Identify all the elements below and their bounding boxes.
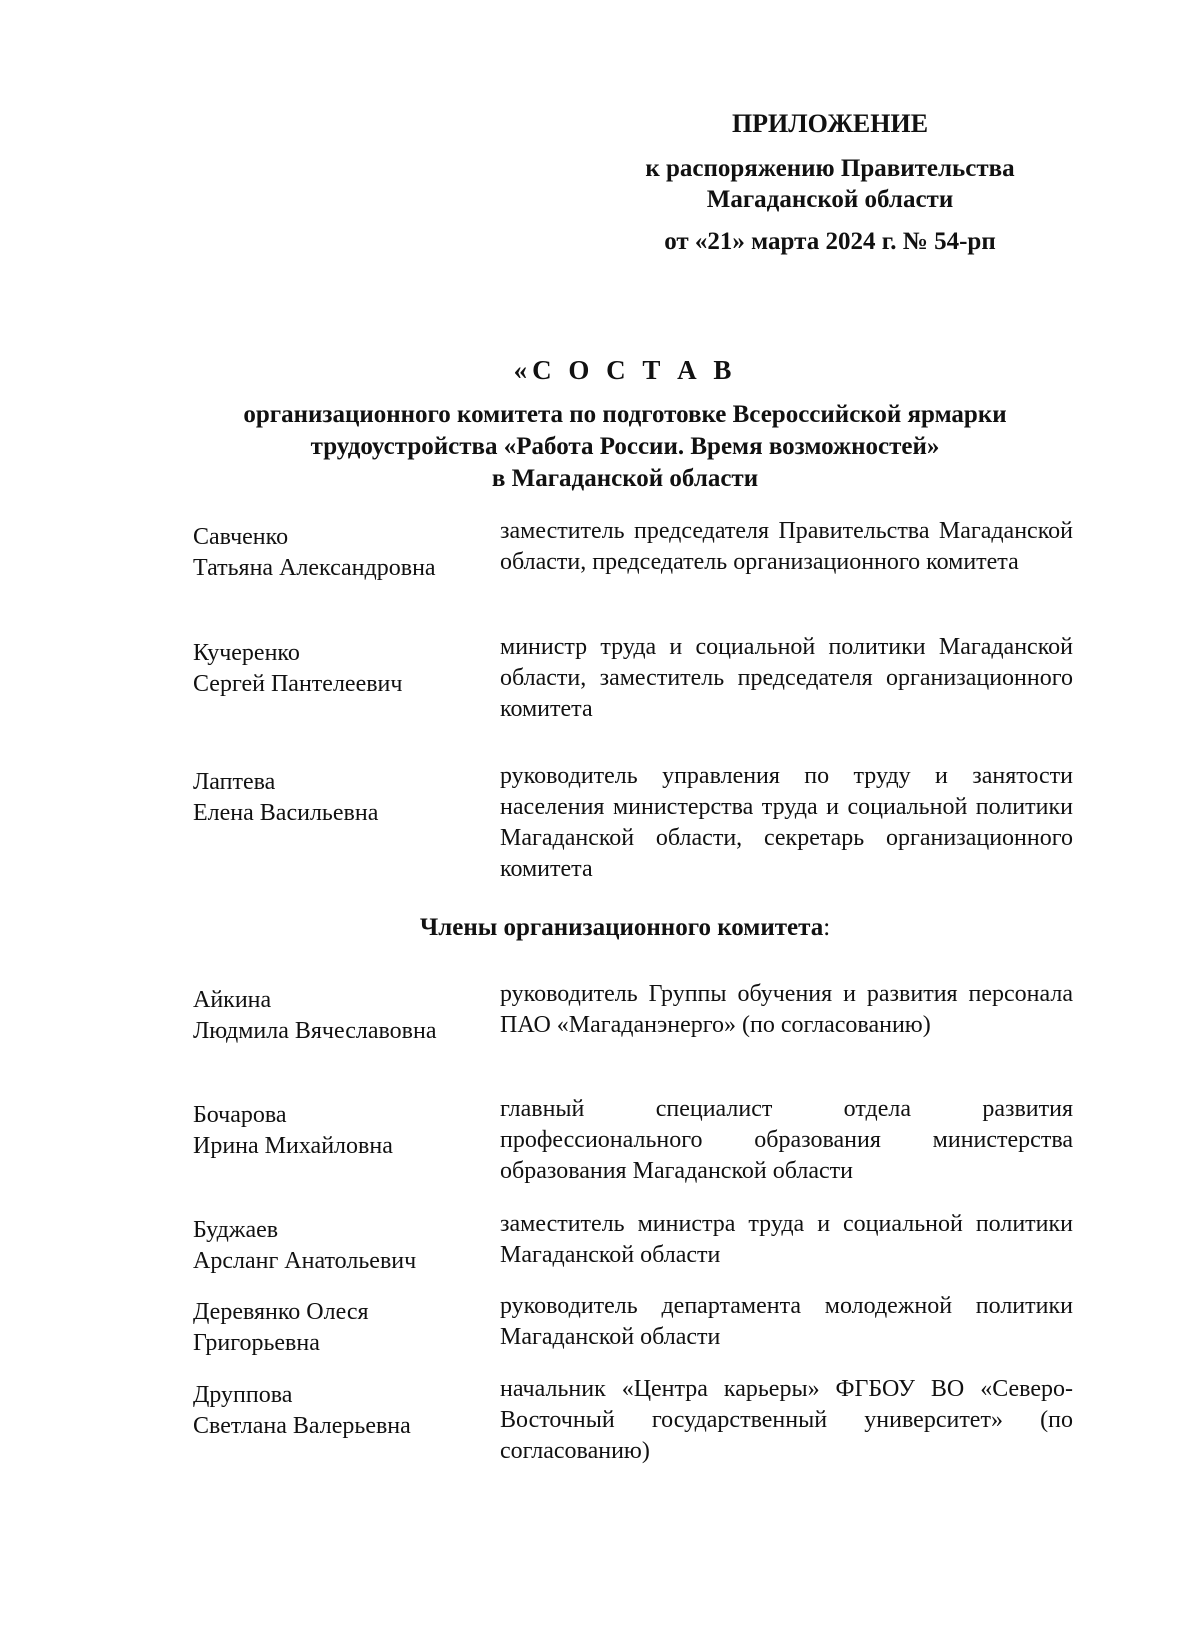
appendix-date: от «21» марта 2024 г. № 54-рп xyxy=(664,228,996,255)
appendix-title: ПРИЛОЖЕНИЕ xyxy=(731,109,929,138)
person-name xyxy=(193,1297,493,1359)
document-title: «С О С Т А В xyxy=(513,355,737,385)
appendix-reference-line-1: к распоряжению Правительства xyxy=(645,155,1015,182)
person-surname: Друппова xyxy=(193,1382,293,1408)
person-surname: Бочарова xyxy=(193,1102,287,1128)
person-role: начальник «Центра карьеры» ФГБОУ ВО «Северо-Восточный государственный университет» (по согласованию) xyxy=(500,1376,1073,1464)
person-given-names: Григорьевна xyxy=(193,1330,320,1356)
person-role: руководитель управления по труду и занятости населения министерства труда и социальной политики Магаданской области, секретарь организационного комитета xyxy=(500,763,1073,882)
person-surname: Буджаев xyxy=(193,1217,279,1243)
person-surname: Деревянко Олеся xyxy=(193,1299,369,1325)
person-role: министр труда и социальной политики Магаданской области, заместитель председателя организационного комитета xyxy=(500,634,1073,722)
person-name xyxy=(193,638,493,700)
members-heading-colon: : xyxy=(823,914,831,941)
person-given-names: Людмила Вячеславовна xyxy=(193,1018,437,1044)
person-given-names: Светлана Валерьевна xyxy=(193,1413,411,1439)
person-given-names: Сергей Пантелеевич xyxy=(193,671,403,697)
person-name xyxy=(193,522,493,584)
person-given-names: Елена Васильевна xyxy=(193,800,379,826)
person-surname: Лаптева xyxy=(193,769,276,795)
document-subtitle xyxy=(140,399,1110,495)
person-name xyxy=(193,1100,493,1162)
person-role: руководитель Группы обучения и развития персонала ПАО «Магаданэнерго» (по согласованию) xyxy=(500,981,1073,1038)
person-role: руководитель департамента молодежной политики Магаданской области xyxy=(500,1293,1073,1350)
person-role: главный специалист отдела развития профессионального образования министерства образования Магаданской области xyxy=(500,1096,1073,1184)
person-role: заместитель министра труда и социальной политики Магаданской области xyxy=(500,1211,1073,1268)
members-heading-text: Члены организационного комитета xyxy=(419,914,824,941)
person-name xyxy=(193,1380,493,1442)
person-surname: Айкина xyxy=(193,987,272,1013)
person-surname: Савченко xyxy=(193,524,289,550)
person-surname: Кучеренко xyxy=(193,640,300,666)
person-given-names: Арсланг Анатольевич xyxy=(193,1248,417,1274)
document-subtitle-line-3: в Магаданской области xyxy=(491,465,759,492)
person-role: заместитель председателя Правительства Магаданской области, председатель организационного комитета xyxy=(500,518,1073,575)
person-name xyxy=(193,1215,493,1277)
person-name xyxy=(193,767,493,829)
document-subtitle-line-2: трудоустройства «Работа России. Время возможностей» xyxy=(310,433,940,460)
members-heading xyxy=(140,912,1110,944)
person-given-names: Ирина Михайловна xyxy=(193,1133,393,1159)
document-subtitle-line-1: организационного комитета по подготовке Всероссийской ярмарки xyxy=(243,401,1007,428)
person-name xyxy=(193,985,493,1047)
person-given-names: Татьяна Александровна xyxy=(193,555,436,581)
appendix-reference-line-2: Магаданской области xyxy=(706,186,954,213)
appendix-reference xyxy=(600,153,1060,215)
